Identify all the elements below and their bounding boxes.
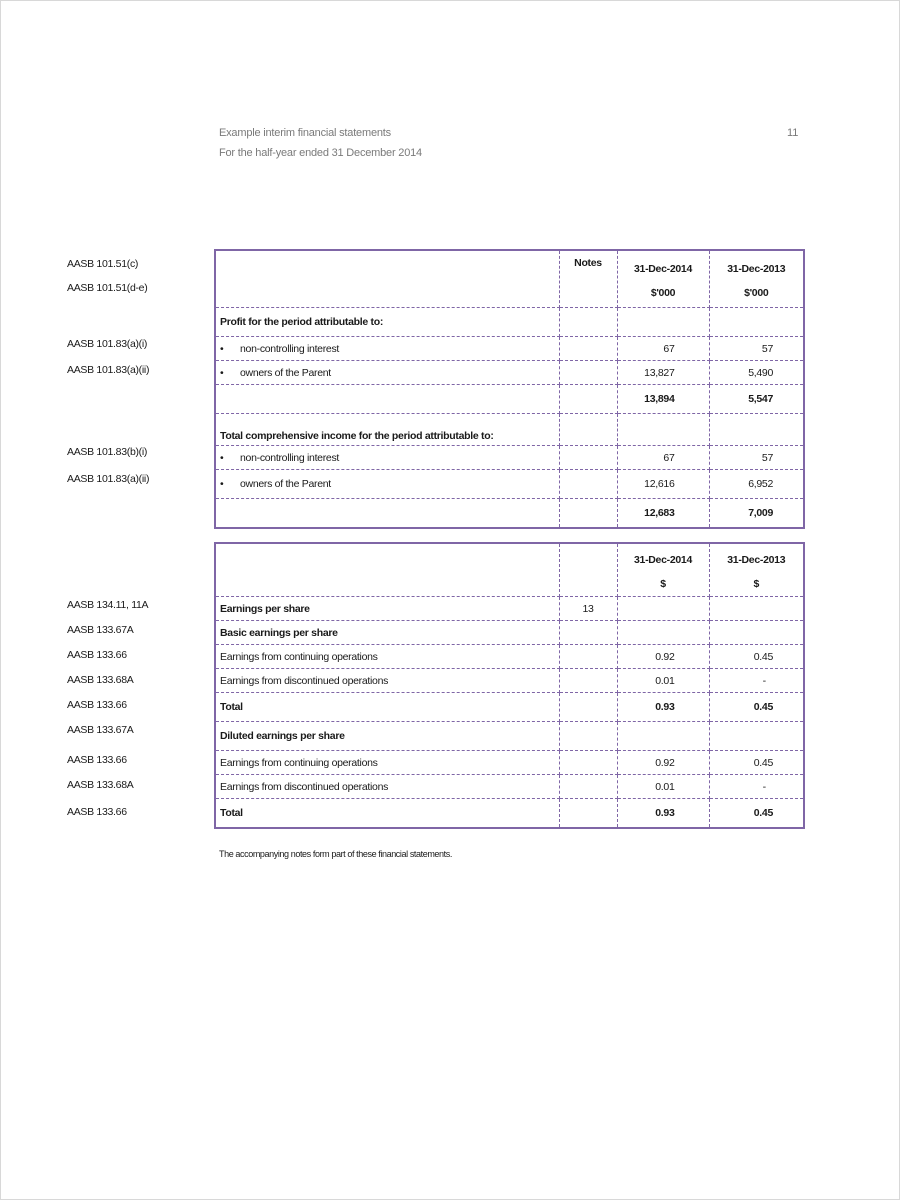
value-2014: 0.92 bbox=[617, 751, 709, 775]
table-row bbox=[215, 470, 804, 499]
row-label bbox=[215, 446, 559, 470]
notes-header-label: Notes bbox=[574, 257, 602, 269]
empty-cell bbox=[559, 499, 617, 529]
reference-label: AASB 101.83(a)(ii) bbox=[67, 473, 150, 485]
empty-cell bbox=[559, 414, 617, 446]
column-2014-header bbox=[617, 543, 709, 597]
value-2013: - bbox=[709, 669, 804, 693]
value-2014: 0.92 bbox=[617, 645, 709, 669]
date-2013-label: 31-Dec-2013 bbox=[727, 554, 786, 566]
table-header-row bbox=[215, 543, 804, 597]
page-number: 11 bbox=[787, 127, 799, 139]
empty-cell bbox=[709, 621, 804, 645]
bullet: • bbox=[220, 478, 224, 490]
section-title-row bbox=[215, 414, 804, 446]
table-row bbox=[215, 669, 804, 693]
table-header-row bbox=[215, 250, 804, 308]
row-label: Earnings from continuing operations bbox=[215, 751, 559, 775]
note-reference: 13 bbox=[559, 597, 617, 621]
empty-cell bbox=[709, 722, 804, 751]
reference-label: AASB 101.83(a)(ii) bbox=[67, 364, 150, 376]
page-header bbox=[219, 123, 422, 163]
reference-label: AASB 133.67A bbox=[67, 624, 134, 636]
empty-cell bbox=[559, 722, 617, 751]
subtotal-2014: 12,683 bbox=[617, 499, 709, 529]
attribution-table bbox=[214, 249, 805, 529]
section-title: Basic earnings per share bbox=[215, 621, 559, 645]
subtotal-2014: 13,894 bbox=[617, 385, 709, 414]
unit-2013-label: $'000 bbox=[744, 287, 769, 299]
value-2014: 0.01 bbox=[617, 775, 709, 799]
value-2014: 13,827 bbox=[617, 361, 709, 385]
empty-cell bbox=[559, 751, 617, 775]
date-2013-label: 31-Dec-2013 bbox=[727, 263, 786, 275]
reference-label: AASB 133.66 bbox=[67, 806, 127, 818]
section-title: Total comprehensive income for the period attributable to: bbox=[215, 414, 559, 446]
subtotal-2013: 7,009 bbox=[709, 499, 804, 529]
subtotal-2013: 5,547 bbox=[709, 385, 804, 414]
column-2013-header bbox=[709, 543, 804, 597]
reference-label: AASB 101.83(b)(i) bbox=[67, 446, 148, 458]
reference-label: AASB 101.83(a)(i) bbox=[67, 338, 148, 350]
table-row bbox=[215, 775, 804, 799]
reference-label: AASB 133.67A bbox=[67, 724, 134, 736]
unit-2014-label: $'000 bbox=[650, 287, 676, 299]
notes-column-header bbox=[559, 250, 617, 308]
date-2014-label: 31-Dec-2014 bbox=[634, 554, 692, 566]
empty-cell bbox=[617, 414, 709, 446]
reference-label: AASB 133.66 bbox=[67, 754, 127, 766]
empty-cell bbox=[559, 621, 617, 645]
reference-label: AASB 133.68A bbox=[67, 674, 134, 686]
section-title-row bbox=[215, 308, 804, 337]
table-row bbox=[215, 337, 804, 361]
empty-cell bbox=[215, 499, 559, 529]
header-blank-cell bbox=[215, 543, 559, 597]
subtotal-row bbox=[215, 385, 804, 414]
row-label: Earnings from continuing operations bbox=[215, 645, 559, 669]
empty-cell bbox=[617, 621, 709, 645]
table-row bbox=[215, 621, 804, 645]
column-2014-header bbox=[617, 250, 709, 308]
table-row bbox=[215, 722, 804, 751]
header-blank-cell bbox=[559, 543, 617, 597]
section-title: Diluted earnings per share bbox=[215, 722, 559, 751]
header-blank-cell bbox=[215, 250, 559, 308]
eps-title: Earnings per share bbox=[215, 597, 559, 621]
total-row bbox=[215, 799, 804, 829]
value-2013: 5,490 bbox=[709, 361, 804, 385]
empty-cell bbox=[559, 693, 617, 722]
empty-cell bbox=[617, 308, 709, 337]
row-label: Total bbox=[215, 693, 559, 722]
reference-label: AASB 101.51(d-e) bbox=[67, 282, 148, 294]
unit-2013-label: $ bbox=[753, 578, 760, 590]
value-2014: 0.93 bbox=[617, 693, 709, 722]
value-2013: - bbox=[709, 775, 804, 799]
value-2013: 57 bbox=[709, 337, 804, 361]
row-label-text: non-controlling interest bbox=[240, 342, 340, 355]
row-label-text: owners of the Parent bbox=[240, 478, 331, 490]
document-title: Example interim financial statements bbox=[219, 127, 391, 139]
reference-label: AASB 133.66 bbox=[67, 649, 127, 661]
table-row bbox=[215, 446, 804, 470]
value-2014: 0.93 bbox=[617, 799, 709, 829]
row-label: Earnings from discontinued operations bbox=[215, 669, 559, 693]
bullet: • bbox=[220, 366, 224, 379]
value-2013: 0.45 bbox=[709, 645, 804, 669]
value-2013: 0.45 bbox=[709, 751, 804, 775]
section-title: Profit for the period attributable to: bbox=[215, 308, 559, 337]
date-2014-label: 31-Dec-2014 bbox=[634, 263, 692, 275]
value-2013: 6,952 bbox=[709, 470, 804, 499]
empty-cell bbox=[709, 308, 804, 337]
empty-cell bbox=[709, 597, 804, 621]
empty-cell bbox=[617, 722, 709, 751]
empty-cell bbox=[215, 385, 559, 414]
earnings-per-share-table bbox=[214, 542, 805, 829]
reference-label: AASB 133.66 bbox=[67, 699, 127, 711]
empty-cell bbox=[559, 645, 617, 669]
row-label: Total bbox=[215, 799, 559, 829]
value-2014: 67 bbox=[617, 446, 709, 470]
bullet: • bbox=[220, 342, 224, 355]
empty-cell bbox=[559, 308, 617, 337]
empty-cell bbox=[559, 775, 617, 799]
table-row bbox=[215, 645, 804, 669]
value-2014: 12,616 bbox=[617, 470, 709, 499]
empty-cell bbox=[559, 669, 617, 693]
row-label-text: owners of the Parent bbox=[240, 366, 331, 379]
value-2013: 0.45 bbox=[709, 693, 804, 722]
empty-cell bbox=[559, 799, 617, 829]
document-subtitle: For the half-year ended 31 December 2014 bbox=[219, 147, 422, 159]
value-2013: 57 bbox=[709, 446, 804, 470]
reference-label: AASB 133.68A bbox=[67, 779, 134, 791]
empty-cell bbox=[559, 446, 617, 470]
unit-2014-label: $ bbox=[660, 578, 666, 590]
value-2014: 0.01 bbox=[617, 669, 709, 693]
row-label bbox=[215, 470, 559, 499]
total-row bbox=[215, 693, 804, 722]
row-label bbox=[215, 361, 559, 385]
empty-cell bbox=[617, 597, 709, 621]
empty-cell bbox=[559, 337, 617, 361]
empty-cell bbox=[559, 361, 617, 385]
bullet: • bbox=[220, 451, 224, 464]
empty-cell bbox=[559, 470, 617, 499]
column-2013-header bbox=[709, 250, 804, 308]
empty-cell bbox=[709, 414, 804, 446]
table-row bbox=[215, 751, 804, 775]
footnote: The accompanying notes form part of these financial statements. bbox=[219, 849, 452, 859]
empty-cell bbox=[559, 385, 617, 414]
reference-label: AASB 101.51(c) bbox=[67, 258, 139, 270]
row-label: Earnings from discontinued operations bbox=[215, 775, 559, 799]
subtotal-row bbox=[215, 499, 804, 529]
row-label bbox=[215, 337, 559, 361]
table-row bbox=[215, 361, 804, 385]
table-row bbox=[215, 597, 804, 621]
value-2014: 67 bbox=[617, 337, 709, 361]
row-label-text: non-controlling interest bbox=[240, 451, 340, 464]
value-2013: 0.45 bbox=[709, 799, 804, 829]
reference-label: AASB 134.11, 11A bbox=[67, 599, 149, 611]
